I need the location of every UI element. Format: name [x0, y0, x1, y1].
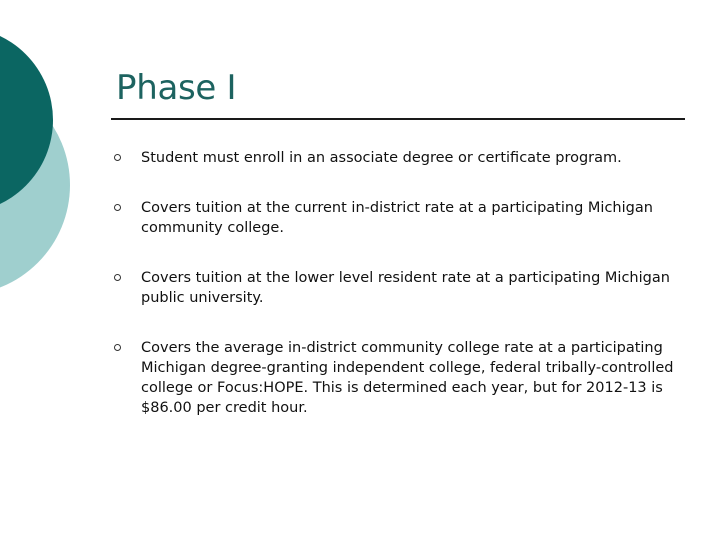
list-item: [114, 198, 684, 238]
bullet-text: Student must enroll in an associate degree or certificate program.: [141, 150, 622, 166]
bullet-text: Covers tuition at the current in-district rate at a participating Michigan community college.: [141, 200, 653, 236]
bullet-list: [114, 148, 684, 448]
bullet-text: Covers the average in-district community college rate at a participating Michigan degree-granting independent college, federal tribally-controlled college or Focus:HOPE. This is determined each year, but for 2012-13 is $86.00 per credit hour.: [141, 340, 674, 416]
title-divider: [111, 118, 685, 120]
list-item: [114, 338, 684, 418]
slide-title: Phase I: [116, 68, 237, 108]
list-item: [114, 268, 684, 308]
decorative-circles: [0, 0, 80, 290]
bullet-circle-icon: [114, 148, 141, 161]
list-item: [114, 148, 684, 168]
bullet-circle-icon: [114, 268, 141, 281]
bullet-text: Covers tuition at the lower level resident rate at a participating Michigan public university.: [141, 270, 670, 306]
bullet-circle-icon: [114, 338, 141, 351]
bullet-circle-icon: [114, 198, 141, 211]
